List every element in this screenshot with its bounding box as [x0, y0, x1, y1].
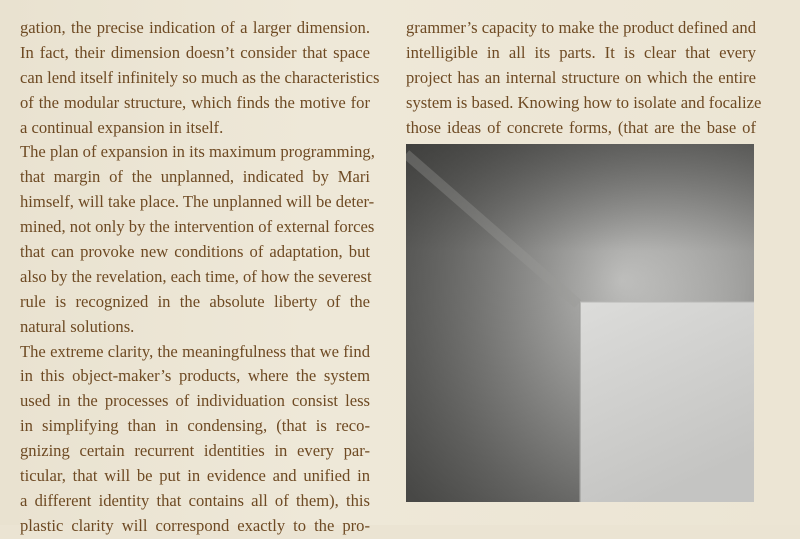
text-line: system is based. Knowing how to isolate and focalize	[406, 92, 762, 112]
text-line: can lend itself infinitely so much as the characteristics	[20, 67, 380, 87]
text-line: rule is recognized in the absolute liberty of the	[20, 291, 370, 311]
text-line: in this object-maker’s products, where the system	[20, 366, 370, 386]
text-line: intelligible in all its parts. It is clear that every	[406, 42, 756, 62]
text-line: project has an internal structure on which the entire	[406, 67, 756, 87]
photo-light-panel	[580, 302, 754, 502]
text-line: those ideas of concrete forms, (that are the base of	[406, 117, 756, 137]
text-line: that margin of the unplanned, indicated by Mari	[20, 167, 370, 187]
text-line: The extreme clarity, the meaningfulness that we find	[20, 341, 370, 361]
text-line: a continual expansion in itself.	[20, 117, 224, 137]
right-text-column	[406, 16, 762, 140]
left-text-column	[20, 16, 380, 539]
text-line: used in the processes of individuation consist less	[20, 391, 370, 411]
text-line: a different identity that contains all of them), this	[20, 490, 370, 510]
text-line: gnizing certain recurrent identities in every par-	[20, 441, 370, 461]
text-line: plastic clarity will correspond exactly to the pro-	[20, 515, 370, 535]
text-line: The plan of expansion in its maximum programming,	[20, 142, 375, 162]
gutter	[396, 0, 398, 525]
text-line: ticular, that will be put in evidence and unified in	[20, 466, 370, 486]
text-line: in simplifying than in condensing, (that is reco-	[20, 416, 370, 436]
text-line: natural solutions.	[20, 316, 135, 336]
text-line: of the modular structure, which finds the motive for	[20, 92, 370, 112]
text-line: In fact, their dimension doesn’t consider that space	[20, 42, 370, 62]
text-line: gation, the precise indication of a larger dimension.	[20, 18, 370, 37]
text-line: also by the revelation, each time, of how the severest	[20, 266, 372, 286]
text-line: that can provoke new conditions of adaptation, but	[20, 242, 370, 262]
text-line: grammer’s capacity to make the product defined and	[406, 18, 756, 37]
photograph	[406, 144, 754, 502]
text-line: himself, will take place. The unplanned will be deter-	[20, 192, 375, 212]
text-line: mined, not only by the intervention of external forces	[20, 217, 375, 237]
